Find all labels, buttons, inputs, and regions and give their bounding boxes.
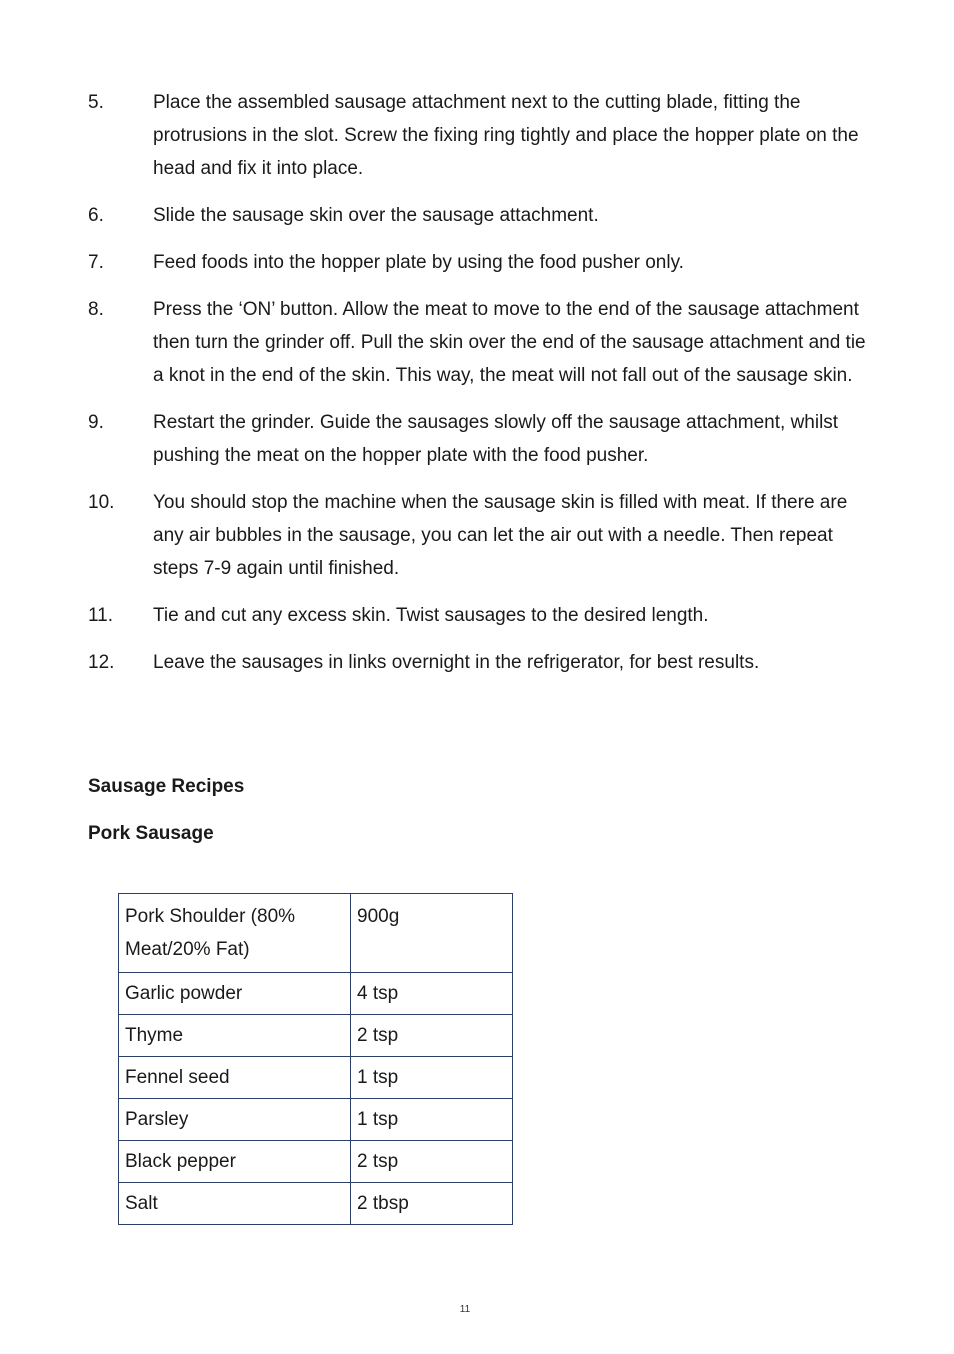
- ingredient-name: Black pepper: [119, 1141, 351, 1183]
- ingredient-name: Salt: [119, 1183, 351, 1225]
- step-item: [88, 86, 878, 185]
- step-number: 6.: [88, 205, 104, 226]
- table-row: [119, 1183, 513, 1225]
- step-item: [88, 293, 878, 392]
- step-item: [88, 646, 878, 679]
- table-row: [119, 1099, 513, 1141]
- step-number: 9.: [88, 412, 104, 433]
- step-number: 12.: [88, 652, 115, 673]
- step-item: [88, 199, 878, 232]
- ingredient-quantity: 2 tsp: [351, 1141, 513, 1183]
- step-item: [88, 406, 878, 472]
- table-row: [119, 894, 513, 973]
- ingredients-table: [118, 893, 513, 1225]
- step-number: 5.: [88, 92, 104, 113]
- step-item: [88, 486, 878, 585]
- step-text: Restart the grinder. Guide the sausages slowly off the sausage attachment, whilst pushing the meat on the hopper plate with the food pusher.: [153, 412, 839, 466]
- step-number: 7.: [88, 252, 104, 273]
- ingredient-quantity: 2 tsp: [351, 1015, 513, 1057]
- ingredient-name: Pork Shoulder (80% Meat/20% Fat): [119, 894, 351, 973]
- table-row: [119, 1015, 513, 1057]
- ingredient-quantity: 1 tsp: [351, 1099, 513, 1141]
- step-text: You should stop the machine when the sausage skin is filled with meat. If there are any air bubbles in the sausage, you can let the air out with a needle. Then repeat steps 7-9 again until finished.: [153, 492, 848, 579]
- ingredient-name: Parsley: [119, 1099, 351, 1141]
- ingredient-quantity: 900g: [351, 894, 513, 973]
- section-title: Sausage Recipes: [88, 776, 245, 797]
- instruction-steps: [88, 86, 878, 693]
- ingredient-name: Garlic powder: [119, 973, 351, 1015]
- step-item: [88, 599, 878, 632]
- step-text: Feed foods into the hopper plate by using the food pusher only.: [153, 252, 684, 273]
- step-text: Slide the sausage skin over the sausage attachment.: [153, 205, 599, 226]
- ingredient-quantity: 1 tsp: [351, 1057, 513, 1099]
- page-number: 11: [459, 1304, 471, 1315]
- ingredient-quantity: 2 tbsp: [351, 1183, 513, 1225]
- step-text: Tie and cut any excess skin. Twist sausages to the desired length.: [153, 605, 709, 626]
- ingredient-name: Fennel seed: [119, 1057, 351, 1099]
- table-row: [119, 1141, 513, 1183]
- step-text: Place the assembled sausage attachment next to the cutting blade, fitting the protrusions in the slot. Screw the fixing ring tightly and place the hopper plate on the head and fix it into place.: [153, 92, 859, 179]
- table-row: [119, 1057, 513, 1099]
- ingredient-name: Thyme: [119, 1015, 351, 1057]
- step-number: 11.: [88, 605, 114, 626]
- step-item: [88, 246, 878, 279]
- table-row: [119, 973, 513, 1015]
- step-text: Leave the sausages in links overnight in the refrigerator, for best results.: [153, 652, 760, 673]
- step-text: Press the ‘ON’ button. Allow the meat to move to the end of the sausage attachment then turn the grinder off. Pull the skin over the end of the sausage attachment and tie a knot in the end of the skin. This way, the meat will not fall out of the sausage skin.: [153, 299, 866, 386]
- ingredient-quantity: 4 tsp: [351, 973, 513, 1015]
- step-number: 10.: [88, 492, 115, 513]
- step-number: 8.: [88, 299, 104, 320]
- recipe-title: Pork Sausage: [88, 823, 214, 844]
